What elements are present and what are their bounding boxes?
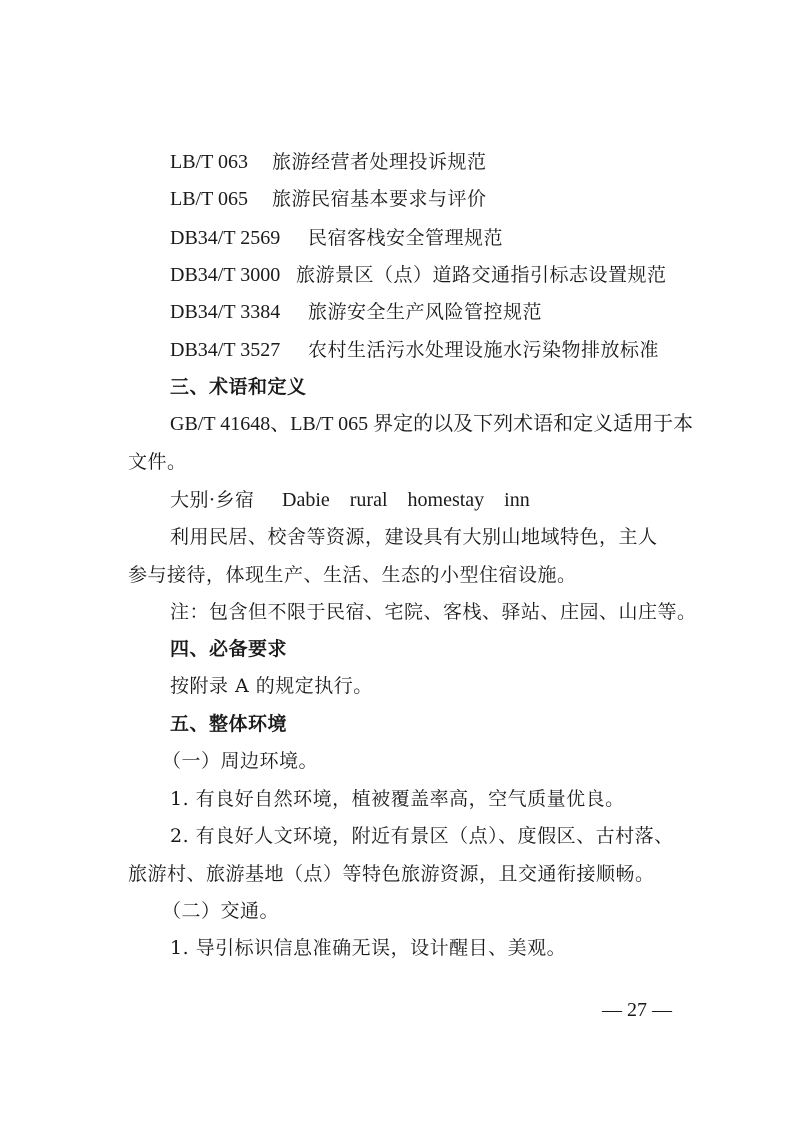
subsection-heading: （二）交通。 (162, 900, 280, 922)
list-item: 1. 有良好自然环境，植被覆盖率高，空气质量优良。 (170, 788, 625, 810)
section-heading: 三、术语和定义 (170, 376, 307, 398)
intro-text: GB/T 41648、LB/T 065 界定的以及下列术语和定义适用于本 (170, 413, 694, 435)
standard-title: 旅游安全生产风险管控规范 (308, 301, 543, 323)
page-number: — 27 — (602, 999, 672, 1021)
standard-code: DB34/T 2569 (170, 227, 281, 249)
paragraph-line: 文件。 (128, 451, 187, 473)
note-line: 注：包含但不限于民宿、宅院、客栈、驿站、庄园、山庄等。 (170, 601, 697, 623)
standard-row (170, 263, 667, 287)
standard-title: 旅游民宿基本要求与评价 (272, 188, 487, 210)
term-chinese: 大别·乡宿 (170, 489, 255, 511)
standard-code: LB/T 063 (170, 151, 248, 173)
standard-code: DB34/T 3000 (170, 264, 281, 286)
section-heading: 四、必备要求 (170, 638, 288, 660)
term-english: Dabie rural homestay inn (282, 489, 530, 511)
standard-row (170, 150, 487, 174)
standard-code: DB34/T 3527 (170, 339, 281, 361)
standard-row (170, 338, 659, 362)
list-item-continuation: 旅游村、旅游基地（点）等特色旅游资源，且交通衔接顺畅。 (128, 863, 655, 885)
standard-title: 旅游经营者处理投诉规范 (272, 151, 487, 173)
standard-row (170, 300, 542, 324)
definition-line: 参与接待，体现生产、生活、生态的小型住宿设施。 (128, 564, 577, 586)
list-item: 2. 有良好人文环境，附近有景区（点）、度假区、古村落、 (170, 825, 674, 847)
standard-code: DB34/T 3384 (170, 301, 281, 323)
standard-title: 旅游景区（点）道路交通指引标志设置规范 (296, 264, 667, 286)
paragraph-line: 按附录 A 的规定执行。 (170, 675, 373, 697)
standard-title: 农村生活污水处理设施水污染物排放标准 (308, 339, 660, 361)
section-heading: 五、整体环境 (170, 713, 288, 735)
standard-title: 民宿客栈安全管理规范 (308, 227, 504, 249)
subsection-heading: （一）周边环境。 (162, 750, 319, 772)
paragraph-line (170, 412, 693, 436)
definition-line: 利用民居、校舍等资源，建设具有大别山地域特色，主人 (170, 526, 658, 548)
standard-row (170, 226, 503, 250)
standard-row (170, 187, 487, 211)
term-entry (170, 488, 530, 512)
standard-code: LB/T 065 (170, 188, 248, 210)
list-item: 1. 导引标识信息准确无误，设计醒目、美观。 (170, 937, 567, 959)
